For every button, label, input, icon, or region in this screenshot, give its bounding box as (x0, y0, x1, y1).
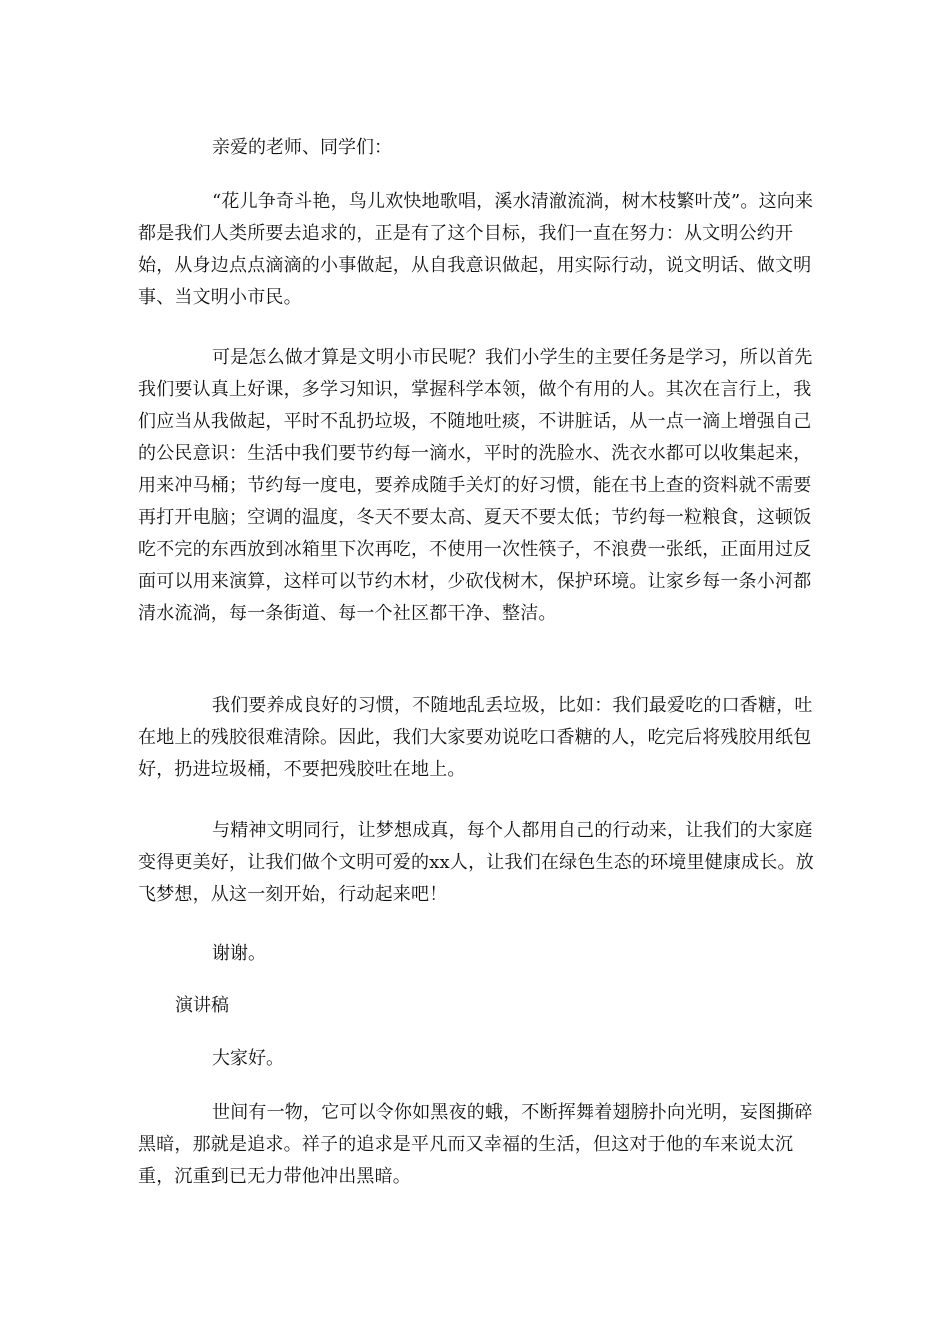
greeting: 大家好。 (212, 1048, 284, 1069)
section-title: 演讲稿 (175, 995, 229, 1016)
paragraph-2: 可是怎么做才算是文明小市民呢？我们小学生的主要任务是学习，所以首先我们要认真上好课，多学习知识，掌握科学本领，做个有用的人。其次在言行上，我们应当从我做起，平时不乱扔垃圾，不随地吐痰，不讲脏话，从一点一滴上增强自己的公民意识：生活中我们要节约每一滴水，平时的洗脸水、洗衣水都可以收集起来，用来冲马桶；节约每一度电，要养成随手关灯的好习惯，能在书上查的资料就不需要再打开电脑；空调的温度，冬天不要太高、夏天不要太低；节约每一粒粮食，这顿饭吃不完的东西放到冰箱里下次再吃，不使用一次性筷子，不浪费一张纸，正面用过反面可以用来演算，这样可以节约木材，少砍伐树木，保护环境。让家乡每一条小河都清水流淌，每一条街道、每一个社区都干净、整洁。 (138, 347, 813, 624)
closing: 谢谢。 (212, 943, 266, 964)
paragraph-5: 世间有一物，它可以令你如黑夜的蛾，不断挥舞着翅膀扑向光明，妄图撕碎黑暗，那就是追求。祥子的追求是平凡而又幸福的生活，但这对于他的车来说太沉重，沉重到已无力带他冲出黑暗。 (138, 1102, 813, 1187)
paragraph-1: “花儿争奇斗艳，鸟儿欢快地歌唱，溪水清澈流淌，树木枝繁叶茂”。这向来都是我们人类所要去追求的，正是有了这个目标，我们一直在努力：从文明公约开始，从身边点点滴滴的小事做起，从自我意识做起，用实际行动，说文明话、做文明事、当文明小市民。 (138, 191, 814, 308)
salutation: 亲爱的老师、同学们： (212, 137, 392, 158)
paragraph-4: 与精神文明同行，让梦想成真，每个人都用自己的行动来，让我们的大家庭变得更美好，让我们做个文明可爱的xx人，让我们在绿色生态的环境里健康成长。放飞梦想，从这一刻开始，行动起来吧！ (138, 820, 814, 905)
paragraph-3: 我们要养成良好的习惯，不随地乱丢垃圾，比如：我们最爱吃的口香糖，吐在地上的残胶很难清除。因此，我们大家要劝说吃口香糖的人，吃完后将残胶用纸包好，扔进垃圾桶，不要把残胶吐在地上。 (138, 695, 813, 780)
